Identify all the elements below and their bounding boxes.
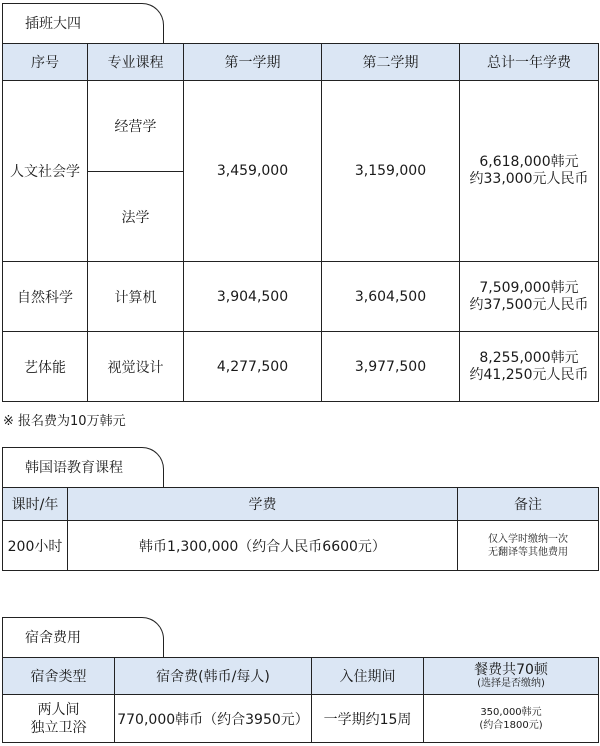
- category-arts: 艺体能: [3, 332, 88, 402]
- remark-line2: 无翻译等其他费用: [488, 546, 568, 558]
- section-tab-transfer: 插班大四: [2, 3, 164, 43]
- section-tab-dormitory: 宿舍费用: [2, 617, 164, 657]
- course-fee: 韩币1,300,000（约合人民币6600元）: [68, 521, 458, 571]
- room-type-line2: 独立卫浴: [30, 719, 87, 736]
- total-humanities: [460, 81, 599, 262]
- course-hours: 200小时: [3, 521, 68, 571]
- course-remark: [458, 521, 599, 571]
- meals-title: 餐费共70顿: [474, 662, 548, 678]
- tuition-table: [2, 43, 599, 402]
- category-science: 自然科学: [3, 262, 88, 332]
- sem1-humanities: 3,459,000: [184, 81, 322, 262]
- total-krw: 7,509,000韩元: [479, 279, 579, 296]
- header-meals: [424, 658, 599, 695]
- sem1-arts: 4,277,500: [184, 332, 322, 402]
- room-type-line1: 两人间: [37, 701, 80, 718]
- meal-fee-krw: 350,000韩元: [480, 706, 542, 718]
- stay-period: 一学期约15周: [312, 695, 424, 743]
- header-total: 总计一年学费: [460, 44, 599, 81]
- header-semester1: 第一学期: [184, 44, 322, 81]
- total-rmb: 约33,000元人民币: [469, 171, 589, 187]
- meal-fee-rmb: (约合1800元): [479, 719, 543, 731]
- total-arts: [460, 332, 599, 402]
- header-course: 专业课程: [88, 44, 184, 81]
- header-period: 入住期间: [312, 658, 424, 695]
- total-krw: 8,255,000韩元: [479, 349, 579, 366]
- sem2-humanities: 3,159,000: [322, 81, 460, 262]
- korean-course-table: [2, 487, 599, 571]
- header-remark: 备注: [458, 488, 599, 521]
- total-science: [460, 262, 599, 332]
- application-fee-note: ※ 报名费为10万韩元: [3, 414, 126, 429]
- room-type: [3, 695, 115, 743]
- course-computer: 计算机: [88, 262, 184, 332]
- total-rmb: 约41,250元人民币: [469, 366, 589, 383]
- header-room-fee: 宿舍费(韩币/每人): [115, 658, 312, 695]
- header-index: 序号: [3, 44, 88, 81]
- sem2-arts: 3,977,500: [322, 332, 460, 402]
- total-rmb: 约37,500元人民币: [469, 296, 589, 313]
- course-law: 法学: [88, 172, 184, 262]
- course-business: 经营学: [88, 81, 184, 172]
- remark-line1: 仅入学时缴纳一次: [488, 533, 568, 545]
- dormitory-table: [2, 657, 599, 743]
- section-tab-korean-course: 韩国语教育课程: [2, 447, 164, 487]
- header-fee: 学费: [68, 488, 458, 521]
- header-room-type: 宿舍类型: [3, 658, 115, 695]
- header-semester2: 第二学期: [322, 44, 460, 81]
- meal-fee: [424, 695, 599, 743]
- room-fee: 770,000韩币（约合3950元）: [115, 695, 312, 743]
- category-humanities: 人文社会学: [3, 81, 88, 262]
- total-krw: 6,618,000韩元: [479, 154, 579, 170]
- sem1-science: 3,904,500: [184, 262, 322, 332]
- course-visual-design: 视觉设计: [88, 332, 184, 402]
- meals-subtitle: (选择是否缴纳): [477, 678, 545, 689]
- sem2-science: 3,604,500: [322, 262, 460, 332]
- header-hours: 课时/年: [3, 488, 68, 521]
